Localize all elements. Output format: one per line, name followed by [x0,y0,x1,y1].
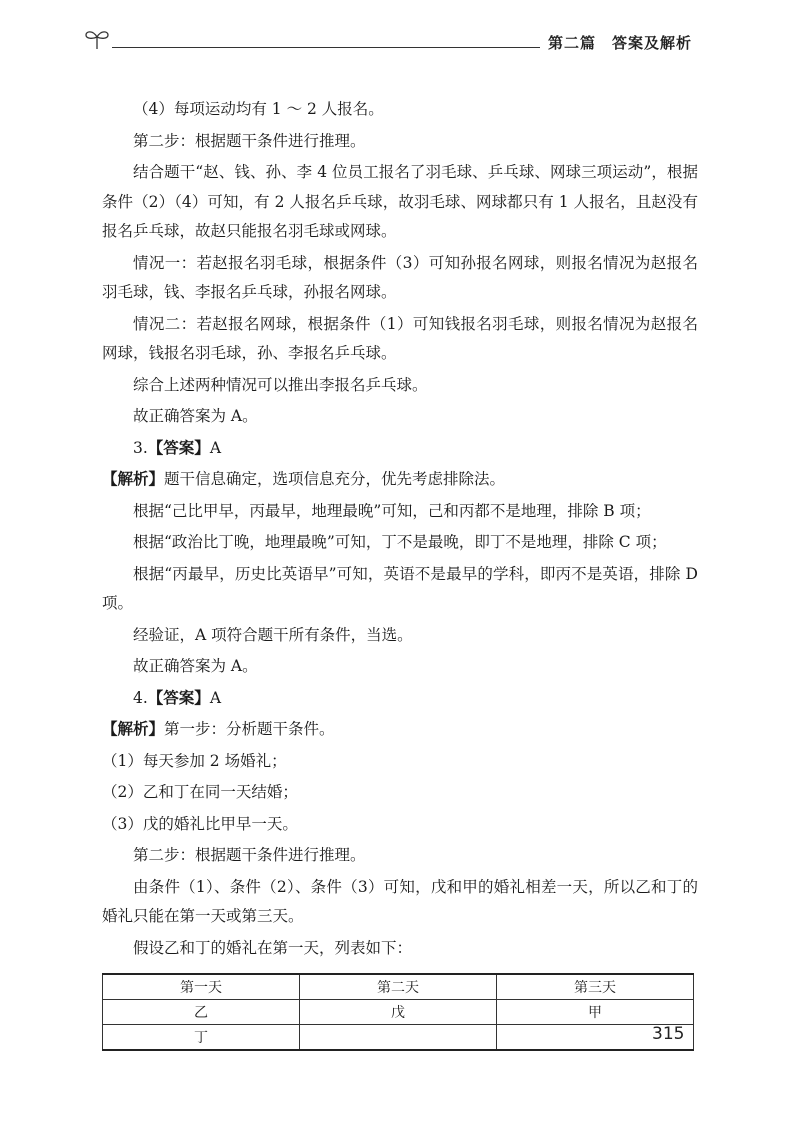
table-cell: 戊 [300,1000,497,1025]
answer-line: 3.【答案】A [133,438,222,457]
page-number: 315 [652,1024,685,1044]
table-cell: 丁 [103,1025,300,1051]
header-title: 第二篇 答案及解析 [548,34,693,52]
table-cell [300,1025,497,1051]
paragraph: 假设乙和丁的婚礼在第一天，列表如下： [133,938,413,957]
answer-tag: 【答案】 [147,688,210,707]
paragraph: 第二步：根据题干条件进行推理。 [133,131,366,150]
analysis-tag: 【解析】 [102,470,165,488]
paragraph: 根据“政治比丁晚，地理最晚”可知，丁不是最晚，即丁不是地理，排除 C 项； [133,533,667,551]
paragraph: 故正确答案为 A。 [133,407,258,425]
paragraph: 故正确答案为 A。 [133,657,258,675]
sprout-icon [84,28,110,50]
table-cell: 乙 [103,1000,300,1025]
question-number: 4. [133,688,148,707]
table-header-cell: 第一天 [103,974,300,1000]
paragraph: 情况二：若赵报名网球，根据条件（1）可知钱报名羽毛球，则报名情况为赵报名网球，钱报名羽毛球，孙、李报名乒乓球。 [102,314,698,362]
paragraph: 经验证，A 项符合题干所有条件，当选。 [133,625,413,644]
table-cell: 甲 [497,1000,694,1025]
analysis-line: 【解析】题干信息确定，选项信息充分，优先考虑排除法。 [102,470,506,488]
main-content [102,95,698,1051]
paragraph: 根据“丙最早，历史比英语早”可知，英语不是最早的学科，即丙不是英语，排除 D 项。 [102,564,698,612]
condition-item: （3）戊的婚礼比甲早一天。 [102,814,298,833]
table-row [103,1025,694,1051]
paragraph: 第二步：根据题干条件进行推理。 [133,846,366,864]
paragraph: 由条件（1）、条件（2）、条件（3）可知，戊和甲的婚礼相差一天，所以乙和丁的婚礼只能在第一天或第三天。 [102,877,698,925]
table-header-row [103,974,694,1000]
paragraph: 情况一：若赵报名羽毛球，根据条件（3）可知孙报名网球，则报名情况为赵报名羽毛球，钱、李报名乒乓球，孙报名网球。 [102,253,698,301]
table-row [103,1000,694,1025]
wedding-schedule-table [102,973,694,1051]
question-number: 3. [133,438,148,457]
analysis-line: 【解析】第一步：分析题干条件。 [102,720,335,738]
page-header [0,0,800,60]
answer-line: 4.【答案】A [133,688,222,707]
table-header-cell: 第三天 [497,974,694,1000]
paragraph: （4）每项运动均有 1 ～ 2 人报名。 [133,100,384,118]
paragraph: 结合题干“赵、钱、孙、李 4 位员工报名了羽毛球、乒乓球、网球三项运动”，根据条件（2）（4）可知，有 2 人报名乒乓球，故羽毛球、网球都只有 1 人报名，且赵没有报名乒乓球，故赵只能报名羽毛球或网球。 [102,163,698,240]
answer-tag: 【答案】 [147,438,210,457]
condition-item: （2）乙和丁在同一天结婚； [102,783,298,801]
table-header-cell: 第二天 [300,974,497,1000]
header-rule [112,47,540,48]
analysis-tag: 【解析】 [102,720,165,738]
paragraph: 综合上述两种情况可以推出李报名乒乓球。 [133,375,428,394]
paragraph: 根据“己比甲早，丙最早，地理最晚”可知，己和丙都不是地理，排除 B 项； [133,501,651,520]
condition-item: （1）每天参加 2 场婚礼； [102,751,287,770]
